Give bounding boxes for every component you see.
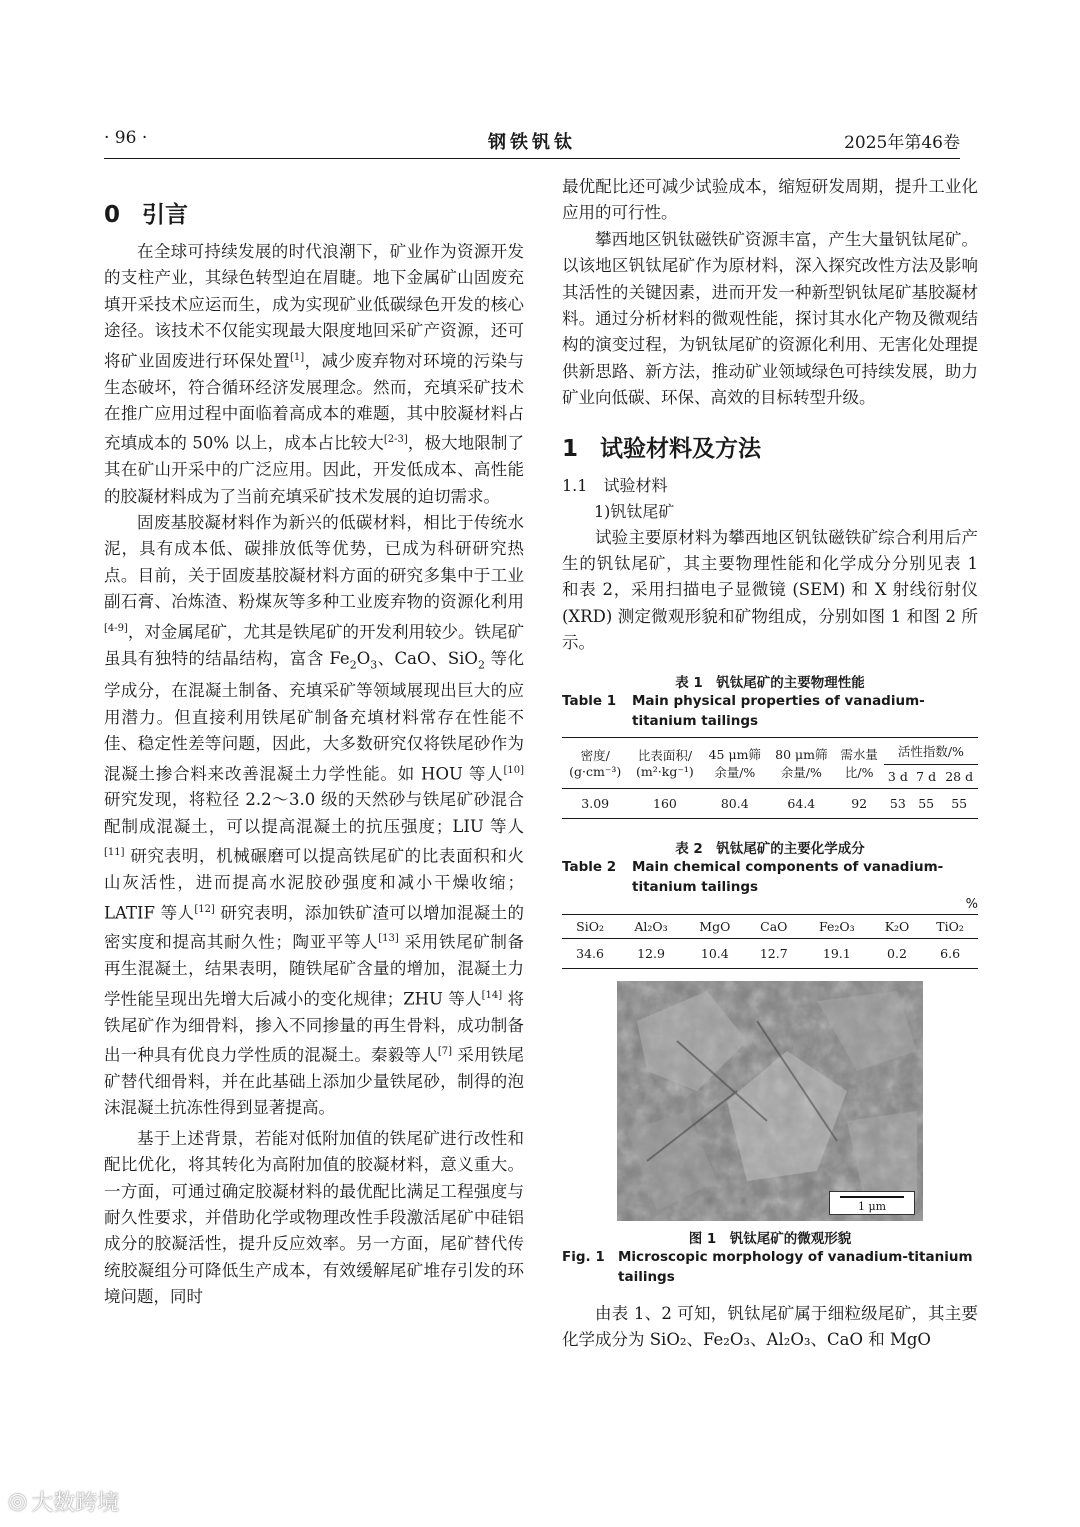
citation[interactable]: [7]: [437, 1046, 452, 1058]
right-column: [562, 174, 978, 1354]
header-rule: [104, 158, 960, 159]
scale-bar: 1 μm: [829, 1191, 915, 1215]
table1-caption-en: Table 1 Main physical properties of vanadium-titanium tailings: [562, 692, 925, 729]
table-row: 34.6 12.9 10.4 12.7 19.1 0.2 6.6: [562, 938, 978, 968]
left-column: [104, 170, 524, 1311]
paragraph-continued: 最优配比还可减少试验成本，缩短研发周期，提升工业化应用的可行性。: [562, 177, 978, 223]
sem-texture: [617, 981, 923, 1221]
figure1-caption-en: Fig. 1 Microscopic morphology of vanadium-titanium tailings: [562, 1248, 973, 1285]
citation[interactable]: [12]: [194, 903, 215, 915]
table1-caption-cn: 表 1 钒钛尾矿的主要物理性能: [675, 674, 865, 691]
watermark-logo-icon: ◎: [8, 1489, 28, 1514]
subsubsection-heading: 1)钒钛尾矿: [594, 501, 675, 521]
journal-name: 钢铁钒钛: [488, 132, 576, 153]
citation[interactable]: [11]: [104, 847, 125, 859]
citation[interactable]: [1]: [290, 351, 305, 363]
table2-caption-cn: 表 2 钒钛尾矿的主要化学成分: [675, 840, 865, 857]
section-heading-materials: [562, 430, 978, 463]
figure1-caption-cn: 图 1 钒钛尾矿的微观形貌: [688, 1230, 852, 1247]
paragraph-intro-1: 在全球可持续发展的时代浪潮下，矿业作为资源开发的支柱产业，其绿色转型迫在眉睫。地下金属矿山固废充填开采技术应运而生，成为实现矿业低碳绿色开发的核心途径。该技术不仅能实现最大限度地回采矿产资源，还可将矿业固废进行环保处置[1]，减少废弃物对环境的污染与生态破坏，符合循环经济发展理念。然而，充填采矿技术在推广应用过程中面临着高成本的难题，其中胶凝材料占充填成本的 50% 以上，成本占比较大[2-3]，极大地限制了其在矿山开采中的广泛应用。因此，开发低成本、高性能的胶凝材料成为了当前充填采矿技术发展的迫切需求。: [104, 242, 525, 506]
section-title: 试验材料及方法: [600, 435, 762, 462]
subsection-heading: 1.1 试验材料: [562, 475, 668, 495]
page-number: · 96 ·: [104, 128, 148, 148]
section-number: 1: [562, 435, 579, 462]
citation[interactable]: [4-9]: [104, 622, 128, 634]
volume-info: 2025年第46卷: [844, 133, 960, 153]
table2-unit: %: [965, 896, 978, 912]
citation[interactable]: [14]: [481, 989, 503, 1001]
watermark: ◎ 大数跨境: [8, 1489, 120, 1516]
section-heading-intro: [104, 196, 524, 229]
table2-caption-en: Table 2 Main chemical components of vanadium-titanium tailings: [562, 858, 944, 895]
citation[interactable]: [13]: [378, 933, 399, 945]
paragraph-intro-3: 基于上述背景，若能对低附加值的铁尾矿进行改性和配比优化，将其转化为高附加值的胶凝材料，意义重大。一方面，可通过确定胶凝材料的最优配比满足工程强度与耐久性要求，并借助化学或物理改性手段激活尾矿中硅铝成分的胶凝活性，提升反应效率。另一方面，尾矿替代传统胶凝组分可降低生产成本，有效缓解尾矿堆存引发的环境问题，同时: [104, 1128, 524, 1307]
sem-micrograph: [617, 981, 923, 1221]
citation[interactable]: [2-3]: [383, 434, 408, 446]
section-number: 0: [104, 202, 121, 228]
paragraph-intro-2: 固废基胶凝材料作为新兴的低碳材料，相比于传统水泥，具有成本低、碳排放低等优势，已成为科研研究热点。目前，关于固废基胶凝材料方面的研究多集中于工业副石膏、冶炼渣、粉煤灰等多种工业废弃物的资源化利用[4-9]，对金属尾矿，尤其是铁尾矿的开发利用较少。铁尾矿虽具有独特的结晶结构，富含 $Fe_2O_3$、CaO、SiO$_2$ 等化学成分，在混凝土制备、充填采矿等领域展现出巨大的应用潜力。但直接利用铁尾矿制备充填材料常存在性能不佳、稳定性差等问题，因此，大多数研究仅将铁尾砂作为混凝土掺合料来改善混凝土力学性能。如 HOU 等人[10] 研究发现，将粒径 2.2～3.0 级的天然砂与铁尾矿砂混合配制成混凝土，可以提高混凝土的抗压强度；LIU 等人[11] 研究表明，机械碾磨可以提高铁尾矿的比表面积和火山灰活性，进而提高水泥胶砂强度和减小干燥收缩；LATIF 等人[12] 研究表明，添加铁矿渣可以增加混凝土的密实度和提高其耐久性；陶亚平等人[13] 采用铁尾矿制备再生混凝土，结果表明，随铁尾矿含量的增加，混凝土力学性能呈现出先增大后减小的变化规律；ZHU 等人[14] 将铁尾矿作为细骨料，掺入不同掺量的再生骨料，成功制备出一种具有优良力学性质的混凝土。秦毅等人[7] 采用铁尾矿替代细骨料，并在此基础上添加少量铁尾砂，制得的泡沫混凝土抗冻性得到显著提高。: [104, 513, 525, 1118]
citation[interactable]: [10]: [503, 764, 524, 776]
paragraph-analysis: 由表 1、2 可知，钒钛尾矿属于细粒级尾矿，其主要化学成分为 SiO₂、Fe₂O₃、Al₂O₃、CaO 和 MgO: [562, 1303, 978, 1350]
table1: 密度/ (g·cm⁻³) 比表面积/ (m²·kg⁻¹) 45 μm筛 余量/% 80 μm筛 余量/% 需水量 比/% 活性指数/% 3 d 7 d 28 d 3.09 160 80.4 64.4 92 53 55 55: [562, 737, 978, 819]
table-row: 3.09 160 80.4 64.4 92 53 55 55: [562, 788, 978, 818]
paragraph-materials: 试验主要原材料为攀西地区钒钛磁铁矿综合利用后产生的钒钛尾矿，其主要物理性能和化学成分分别见表 1 和表 2，采用扫描电子显微镜 (SEM) 和 X 射线衍射仪 (XRD) 测定微观形貌和矿物组成，分别如图 1 和图 2 所示。: [562, 527, 978, 653]
running-header: [104, 128, 960, 156]
paragraph-panxi: 攀西地区钒钛磁铁矿资源丰富，产生大量钒钛尾矿。以该地区钒钛尾矿作为原材料，深入探究改性方法及影响其活性的关键因素，进而开发一种新型钒钛尾矿基胶凝材料。通过分析材料的微观性能，探讨其水化产物及微观结构的演变过程，为钒钛尾矿的资源化利用、无害化处理提供新思路、新方法，推动矿业领域绿色可持续发展，助力矿业向低碳、环保、高效的目标转型升级。: [562, 229, 978, 408]
section-title: 引言: [142, 202, 189, 228]
table2: SiO₂ Al₂O₃ MgO CaO Fe₂O₃ K₂O TiO₂ 34.6 12.9 10.4 12.7 19.1 0.2 6.6: [562, 914, 978, 969]
